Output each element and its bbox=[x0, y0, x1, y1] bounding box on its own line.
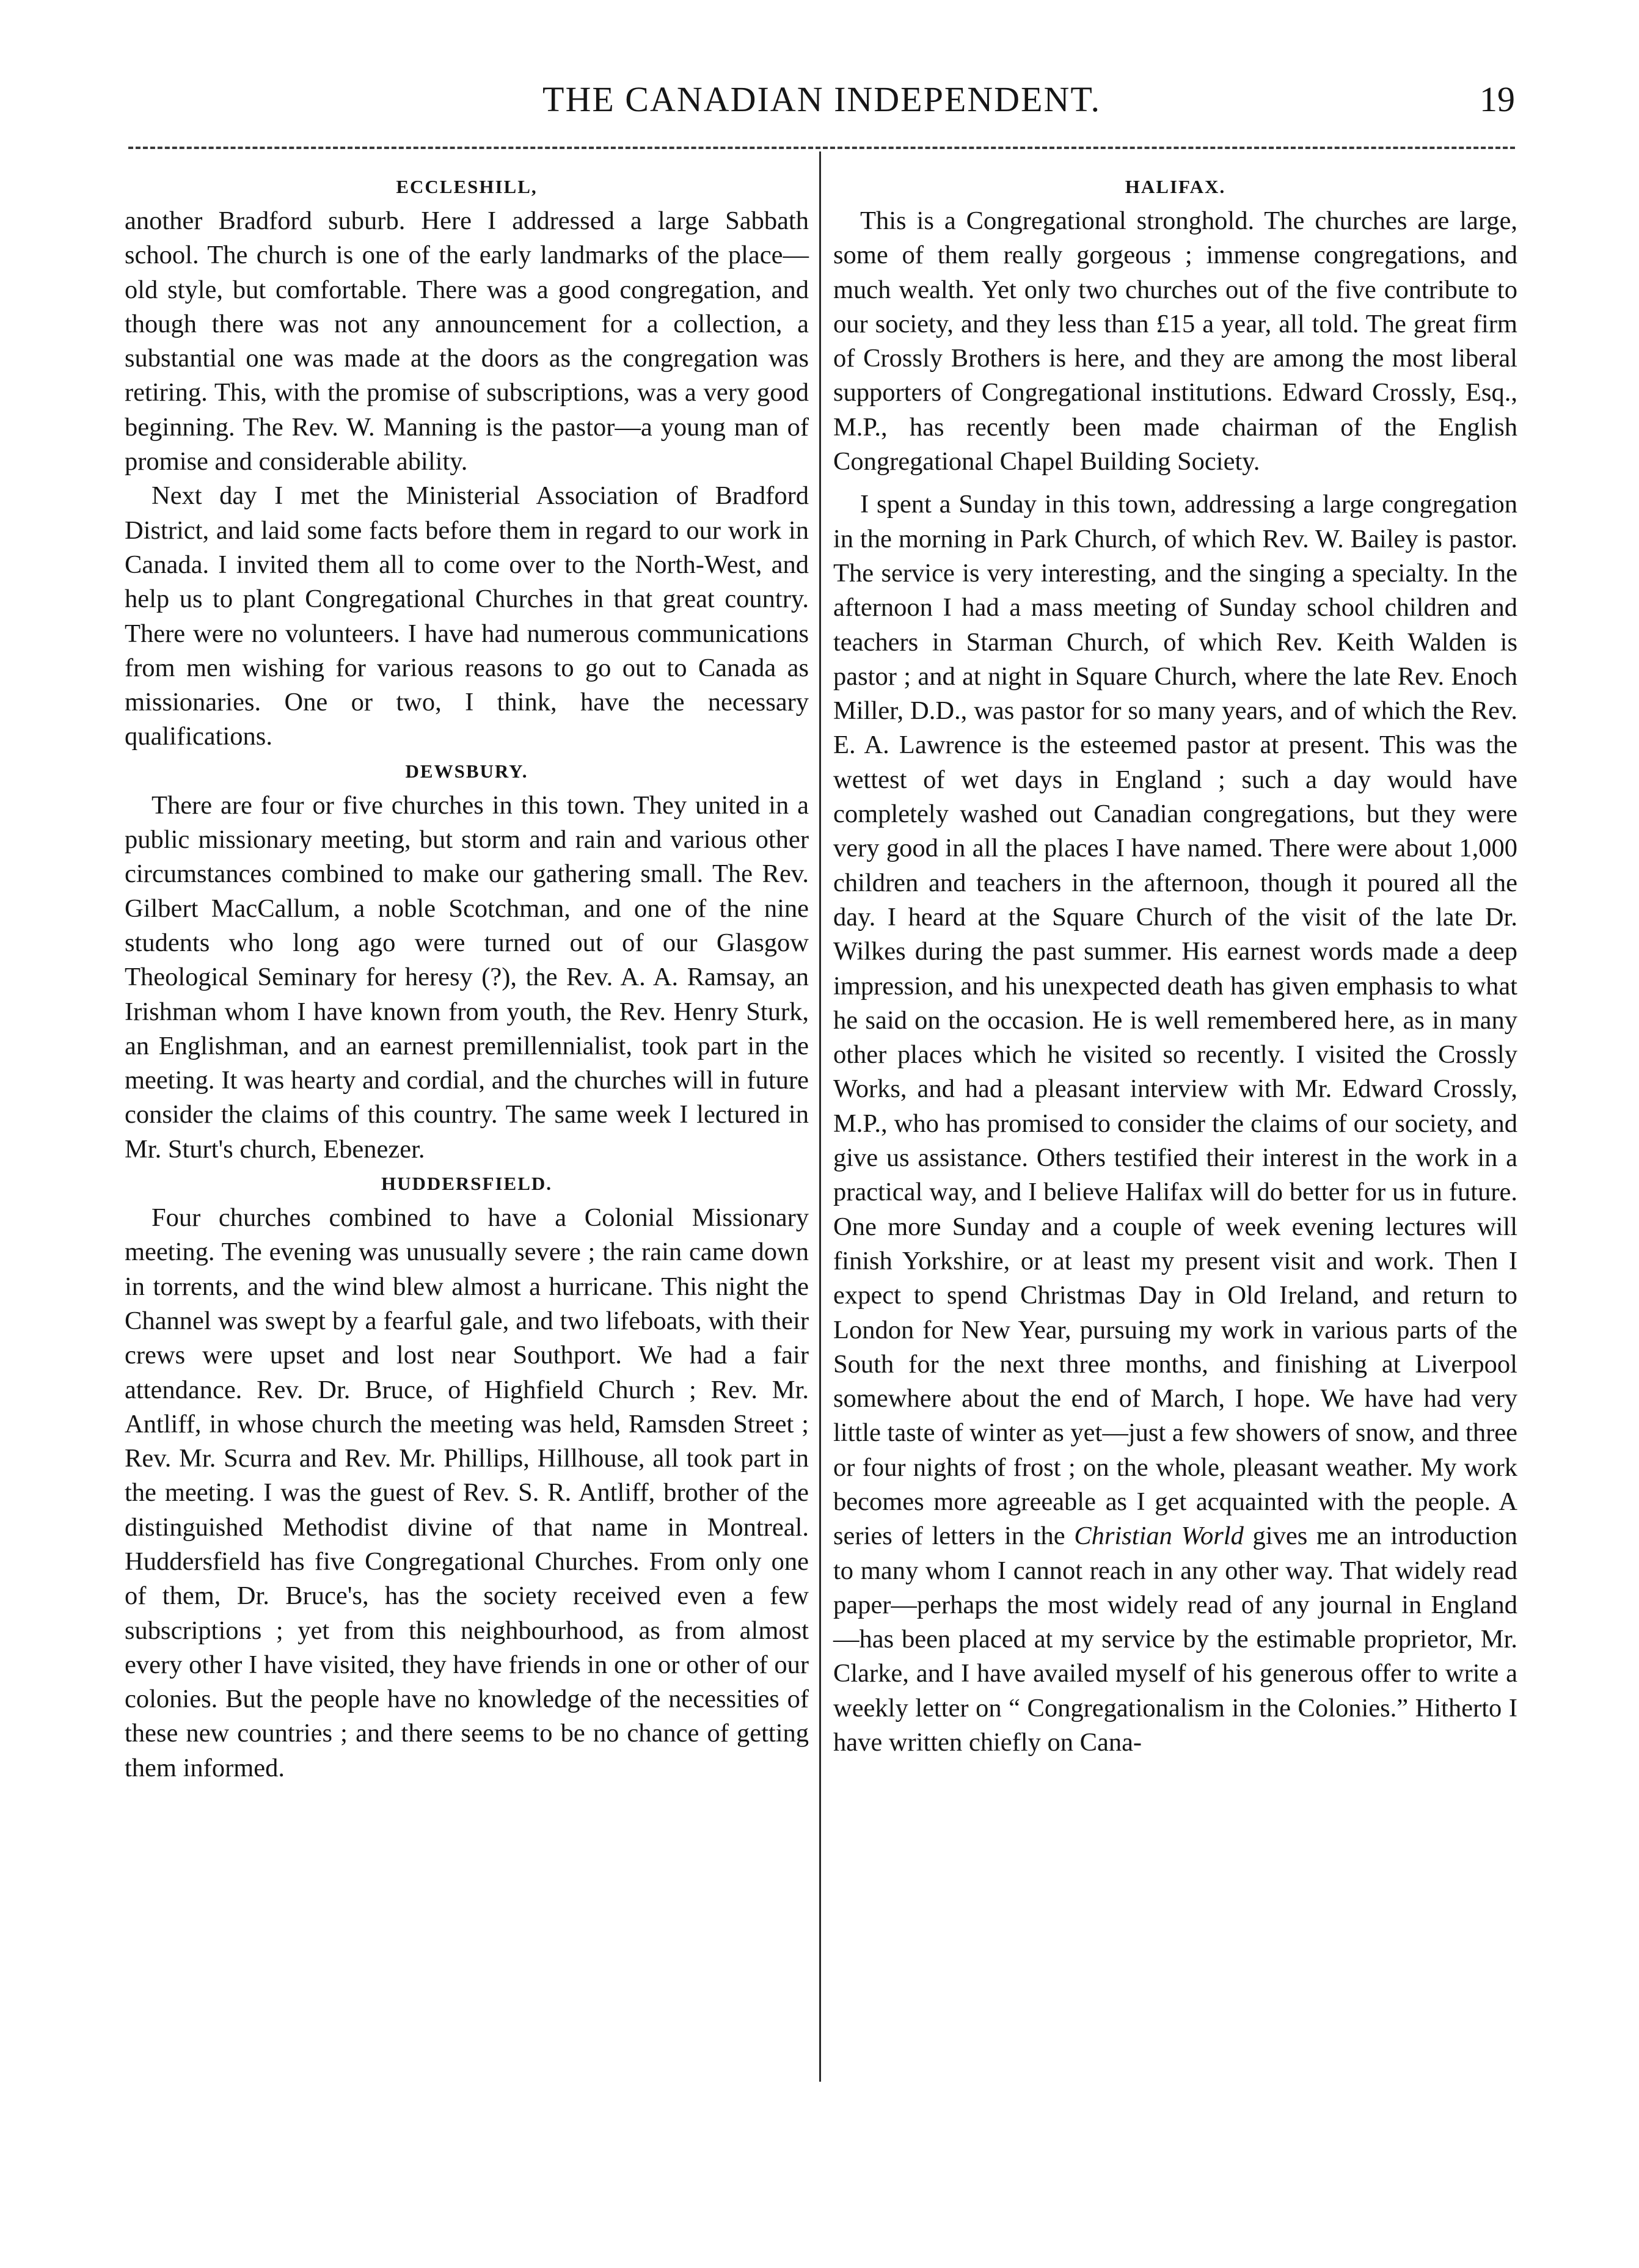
section-heading-eccleshill: ECCLESHILL, bbox=[396, 176, 538, 197]
halifax-paragraph-2-text-b: gives me an introduction to many whom I cannot reach in any other way. That widely read paper—perhaps the most widely read of any journal in England—has been placed at my service by the estimable proprietor, Mr. Clarke, and I have availed myself of his generous offer to write a weekly letter on “ Congregationalism in the Colonies.” Hitherto I have written chiefly on Cana- bbox=[833, 1522, 1517, 1757]
right-column bbox=[833, 170, 1517, 1760]
publication-title: THE CANADIAN INDEPENDENT. bbox=[542, 79, 1101, 119]
eccleshill-paragraph-1: another Bradford suburb. Here I addressed a large Sabbath school. The church is one of the early landmarks of the place—old style, but comfortable. There was a good congregation, and though there was not any announcement for a collection, a substantial one was made at the doors as the congregation was retiring. This, with the promise of subscriptions, was a very good beginning. The Rev. W. Manning is the pastor—a young man of promise and considerable ability. bbox=[125, 206, 809, 476]
section-heading-dewsbury: DEWSBURY. bbox=[405, 760, 528, 782]
halifax-paragraph-2-text-a: I spent a Sunday in this town, addressing a large congregation in the morning in Park Church, of which Rev. W. Bailey is pastor. The service is very interesting, and the singing a specialty. In the afternoon I had a mass meeting of Sunday school children and teachers in Starman Church, of which Rev. Keith Walden is pastor ; and at night in Square Church, where the late Rev. Enoch Miller, D.D., was pastor for so many years, and of which the Rev. E. A. Lawrence is the esteemed pastor at present. This was the wettest of wet days in England ; such a day would have completely washed out Canadian congregations, but they were very good in all the places I have named. There were about 1,000 children and teachers in the afternoon, though it poured all the day. I heard at the Square Church of the visit of the late Dr. Wilkes during the past summer. His earnest words made a deep impression, and his unexpected death has given emphasis to what he said on the occasion. He is well remembered here, as in many other places which he visited so recently. I visited the Crossly Works, and had a pleasant interview with Mr. Edward Crossly, M.P., who has promised to consider the claims of our society, and give us assistance. Others testified their interest in the work in a practical way, and I believe Halifax will do better for us in future. One more Sunday and a couple of week evening lectures will finish Yorkshire, or at least my present visit and work. Then I expect to spend Christmas Day in Old Ireland, and return to London for New Year, pursuing my work in various parts of the South for the next three months, and finishing at Liverpool somewhere about the end of March, I hope. We have had very little taste of winter as yet—just a few showers of snow, and three or four nights of frost ; on the whole, pleasant weather. My work becomes more agreeable as I get acquainted with the people. A series of letters in the bbox=[833, 490, 1517, 1551]
dewsbury-paragraph-1: There are four or five churches in this town. They united in a public missionary meeting, but storm and rain and various other circumstances combined to make our gathering small. The Rev. Gilbert MacCallum, a noble Scotchman, and one of the nine students who long ago were turned out of our Glasgow Theological Seminary for heresy (?), the Rev. A. A. Ramsay, an Irishman whom I have known from youth, the Rev. Henry Sturk, an Englishman, and an earnest premillennialist, took part in the meeting. It was hearty and cordial, and the churches will in future consider the claims of this country. The same week I lectured in Mr. Sturt's church, Ebenezer. bbox=[125, 790, 809, 1164]
column-divider bbox=[819, 151, 821, 2082]
running-head bbox=[128, 78, 1515, 121]
newspaper-title-christian-world: Christian World bbox=[1074, 1522, 1244, 1551]
huddersfield-paragraph-1: Four churches combined to have a Colonial Missionary meeting. The evening was unusually severe ; the rain came down in torrents, and the wind blew almost a hurricane. This night the Channel was swept by a fearful gale, and two lifeboats, with their crews were upset and lost near Southport. We had a fair attendance. Rev. Dr. Bruce, of Highfield Church ; Rev. Mr. Antliff, in whose church the meeting was held, Ramsden Street ; Rev. Mr. Scurra and Rev. Mr. Phillips, Hillhouse, all took part in the meeting. I was the guest of Rev. S. R. Antliff, brother of the distinguished Methodist divine of that name in Montreal. Huddersfield has five Congregational Churches. From only one of them, Dr. Bruce's, has the society received even a few subscriptions ; yet from this neighbourhood, as from almost every other I have visited, they have friends in one or other of our colonies. But the people have no knowledge of the necessities of these new countries ; and there seems to be no chance of getting them informed. bbox=[125, 1203, 809, 1782]
eccleshill-paragraph-2: Next day I met the Ministerial Association of Bradford District, and laid some facts before them in regard to our work in Canada. I invited them all to come over to the North-West, and help us to plant Congregational Churches in that great country. There were no volunteers. I have had numerous communications from men wishing for various reasons to go out to Canada as missionaries. One or two, I think, have the necessary qualifications. bbox=[125, 481, 809, 751]
header-rule bbox=[128, 147, 1515, 149]
page-number: 19 bbox=[1480, 79, 1515, 119]
halifax-paragraph-1: This is a Congregational stronghold. The churches are large, some of them really gorgeous ; immense congregations, and much wealth. Yet only two churches out of the five contribute to our society, and they less than £15 a year, all told. The great firm of Crossly Brothers is here, and they are among the most liberal supporters of Congregational institutions. Edward Crossly, Esq., M.P., has recently been made chairman of the English Congregational Chapel Building Society. bbox=[833, 206, 1517, 476]
left-column bbox=[125, 170, 809, 1785]
section-heading-halifax: HALIFAX. bbox=[1125, 176, 1226, 197]
paragraph-gap bbox=[833, 479, 1517, 487]
halifax-paragraph-2 bbox=[833, 487, 1517, 1760]
section-heading-huddersfield: HUDDERSFIELD. bbox=[381, 1173, 553, 1195]
